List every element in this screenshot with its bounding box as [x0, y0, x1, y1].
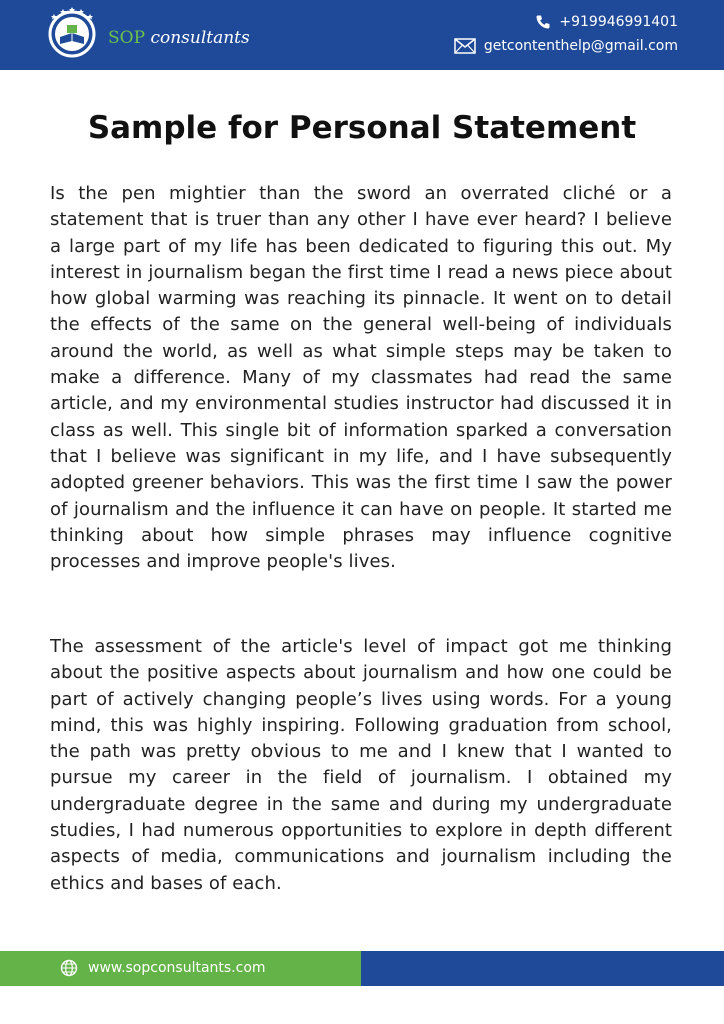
body-paragraph-2: The assessment of the article's level of impact got me thinking about the positive aspects about journalism and how one could be part of actively changing people’s lives using words. For a young mind, this was highly inspiring. Following graduation from school, the path was pretty obvious to me and I knew that I wanted to pursue my career in the field of journalism. I obtained my undergraduate degree in the same and during my undergraduate studies, I had numerous opportunities to explore in depth different aspects of media, communications and journalism including the ethics and bases of each.: [50, 636, 672, 894]
body-paragraph-1: Is the pen mightier than the sword an overrated cliché or a statement that is truer than any other I have ever heard? I believe a large part of my life has been dedicated to figuring this out. My interest in journalism began the first time I read a news piece about how global warming was reaching its pinnacle. It went on to detail the effects of the same on the general well-being of individuals around the world, as well as what simple steps may be taken to make a difference. Many of my classmates had read the same article, and my environmental studies instructor had discussed it in class as well. This single bit of information sparked a conversation that I believe was significant in my life, and I have subsequently adopted greener behaviors. This was the first time I saw the power of journalism and the influence it can have on people. It started me thinking about how simple phrases may influence cognitive processes and improve people's lives.: [50, 183, 672, 573]
website-url: www.sopconsultants.com: [88, 960, 266, 976]
email-address: getcontenthelp@gmail.com: [483, 38, 678, 54]
brand-sop: SOP: [108, 28, 146, 48]
sop-logo-icon: [46, 6, 98, 58]
footer-blue-bar: [361, 951, 724, 986]
website-link[interactable]: [60, 958, 266, 978]
phone-contact[interactable]: [535, 13, 678, 31]
globe-icon: [60, 959, 78, 977]
email-contact[interactable]: [454, 37, 678, 55]
brand-consultants: consultants: [150, 28, 250, 48]
brand-name: [108, 28, 250, 48]
page-title: Sample for Personal Statement: [87, 110, 637, 146]
phone-number: +919946991401: [559, 14, 678, 30]
header-bar: [0, 0, 724, 70]
phone-icon: [535, 14, 551, 30]
envelope-icon: [454, 38, 476, 54]
